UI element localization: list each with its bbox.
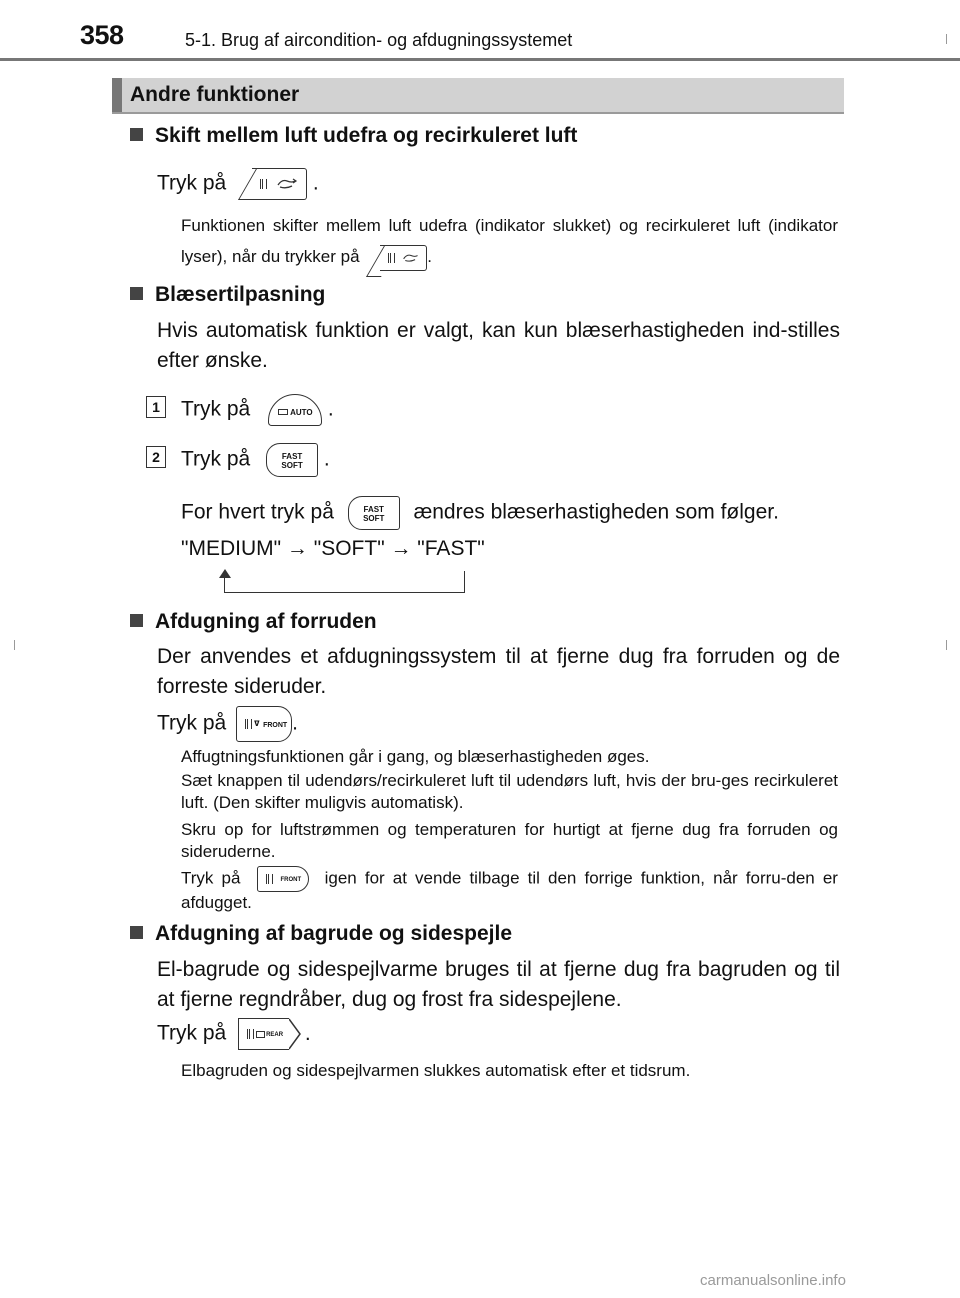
rear-text: El-bagrude og sidespejlvarme bruges til at fjerne dug fra bagruden og til at fjerne regndråber, dug og frost fra sidespejlene. xyxy=(157,958,840,1011)
step-number-1: 1 xyxy=(146,396,166,418)
rear-press-line: Tryk på REAR . xyxy=(157,1018,840,1050)
cycle-arrow-up-icon xyxy=(219,569,231,578)
cycle-arrow-line-left xyxy=(224,576,225,593)
front-note-3: Skru op for luftstrømmen og temperaturen for hurtigt at fjerne dug fra forruden og sideruderne. xyxy=(181,820,838,861)
rear-note: Elbagruden og sidespejlvarmen slukkes automatisk efter et tidsrum. xyxy=(181,1061,691,1080)
recirc-press-line: Tryk på . xyxy=(157,168,840,200)
header-rule xyxy=(0,58,960,61)
cycle-arrow-line-bottom xyxy=(224,592,465,593)
fast-soft-button-icon: FAST SOFT xyxy=(266,443,318,477)
bullet-square-icon xyxy=(130,287,143,300)
front-defog-button-icon: ᐁ FRONT xyxy=(236,706,292,742)
recirc-note: Funktionen skifter mellem luft udefra (indikator slukket) og recirkuleret luft (indikator lyser), når du trykker på . xyxy=(181,210,838,272)
crop-mark xyxy=(14,640,15,650)
front-note-4: Tryk på FRONT igen for at vende tilbage til den forrige funktion, når forru-den er afdugget. xyxy=(181,866,838,914)
fan-text: Hvis automatisk funktion er valgt, kan kun blæserhastigheden ind-stilles efter ønske. xyxy=(157,319,840,372)
front-text: Der anvendes et afdugningssystem til at fjerne dug fra forruden og de forreste sideruder. xyxy=(157,645,840,698)
crop-mark xyxy=(946,34,947,44)
section-title-bar xyxy=(112,78,844,114)
front-defog-button-icon-small: FRONT xyxy=(257,866,309,892)
heading-front-defog: Afdugning af forruden xyxy=(130,610,377,634)
crop-mark xyxy=(946,640,947,650)
defog-front-icon: ᐁ xyxy=(254,721,260,728)
section-title: Andre funktioner xyxy=(130,83,300,106)
watermark: carmanualsonline.info xyxy=(700,1272,846,1289)
heading-rear-defog: Afdugning af bagrude og sidespejle xyxy=(130,922,512,946)
bullet-square-icon xyxy=(130,128,143,141)
rear-defog-button-icon: REAR xyxy=(238,1018,289,1050)
fan-cycle-sequence: "MEDIUM" → "SOFT" → "FAST" xyxy=(181,537,485,560)
bullet-square-icon xyxy=(130,614,143,627)
section-bar-accent xyxy=(112,78,122,112)
page-number: 358 xyxy=(80,20,124,50)
front-note-1: Affugtningsfunktionen går i gang, og blæserhastigheden øges. xyxy=(181,747,650,766)
front-press-line: Tryk på ᐁ FRONT . xyxy=(157,706,840,742)
front-note-2: Sæt knappen til udendørs/recirkuleret luft til udendørs luft, hvis der bru-ges recirkuleret luft. (Den skifter muligvis automatisk). xyxy=(181,771,838,812)
heading-fan: Blæsertilpasning xyxy=(130,283,325,307)
step-number-2: 2 xyxy=(146,446,166,468)
fan-cycle-line: For hvert tryk på FAST SOFT ændres blæserhastigheden som følger. xyxy=(181,496,779,530)
fast-soft-button-icon-inline: FAST SOFT xyxy=(348,496,400,530)
cycle-arrow-line-right xyxy=(464,571,465,593)
recirculation-button-icon xyxy=(252,168,307,200)
chapter-title: 5-1. Brug af aircondition- og afdugningssystemet xyxy=(185,30,573,50)
recirculation-button-icon-small xyxy=(380,245,427,271)
fan-step-1: Tryk på AUTO . xyxy=(181,394,334,426)
defog-rear-icon xyxy=(256,1031,265,1038)
heading-recirculation: Skift mellem luft udefra og recirkuleret luft xyxy=(130,124,577,148)
auto-button-icon: AUTO xyxy=(268,394,322,426)
fan-step-2: Tryk på FAST SOFT . xyxy=(181,443,330,477)
bullet-square-icon xyxy=(130,926,143,939)
